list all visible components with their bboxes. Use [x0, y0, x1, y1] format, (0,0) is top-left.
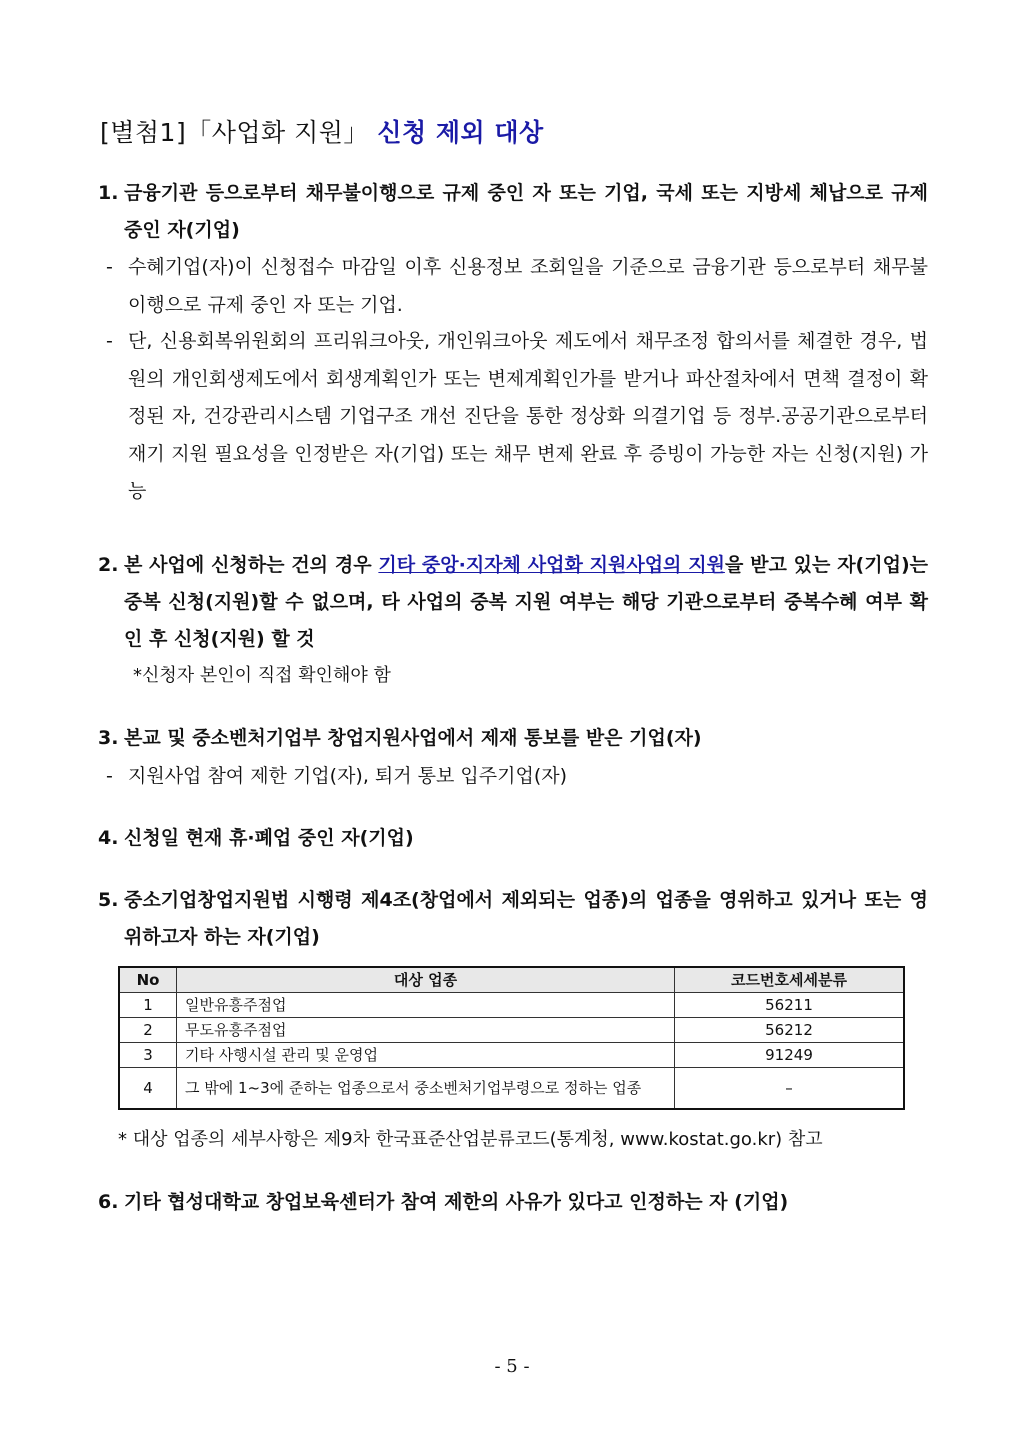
section-heading-text: 금융기관 등으로부터 채무불이행으로 규제 중인 자 또는 기업, 국세 또는 지방세 체납으로 규제 중인 자(기업)	[124, 182, 928, 241]
bullet-dash: -	[106, 330, 113, 352]
section-1-bullet-2	[106, 323, 928, 511]
section-3-heading	[98, 720, 928, 757]
cell-code: 91249	[675, 1043, 905, 1068]
cell-code: 56211	[675, 993, 905, 1018]
page-number: - 5 -	[494, 1356, 530, 1377]
cell-industry: 일반유흥주점업	[177, 993, 675, 1018]
cell-code: 56212	[675, 1018, 905, 1043]
cell-code: –	[675, 1068, 905, 1110]
section-heading-text: 중소기업창업지원법 시행령 제4조(창업에서 제외되는 업종)의 업종을 영위하고 있거나 또는 영위하고자 하는 자(기업)	[124, 889, 928, 948]
section-heading-text	[124, 547, 928, 658]
col-header-industry: 대상 업종	[177, 967, 675, 993]
table-header-row	[119, 967, 904, 993]
heading-after-link: 을 받고 있는 자(기업)는 중복 신청(지원)할 수 없으며, 타 사업의 중복 지원 여부는 해당 기관으로부터 중복수혜 여부 확인 후 신청(지원) 할 것	[124, 554, 928, 650]
table-row	[119, 1018, 904, 1043]
bullet-dash: -	[106, 765, 113, 787]
section-3-bullet-1	[106, 758, 928, 796]
bullet-text: 지원사업 참여 제한 기업(자), 퇴거 통보 입주기업(자)	[128, 765, 568, 787]
cell-no: 3	[119, 1043, 177, 1068]
section-1-bullet-1	[106, 249, 928, 324]
section-2-note: *신청자 본인이 직접 확인해야 함	[133, 665, 391, 686]
bullet-dash: -	[106, 256, 113, 278]
section-heading-text: 신청일 현재 휴·폐업 중인 자(기업)	[124, 827, 414, 849]
title-highlight: 신청 제외 대상	[377, 118, 544, 147]
col-header-no: No	[119, 967, 177, 993]
page-title	[100, 113, 544, 149]
cell-industry: 그 밖에 1~3에 준하는 업종으로서 중소벤처기업부령으로 정하는 업종	[177, 1068, 675, 1110]
cell-industry: 기타 사행시설 관리 및 운영업	[177, 1043, 675, 1068]
section-6-heading	[98, 1184, 928, 1221]
section-1-heading	[98, 175, 928, 249]
bullet-text: 단, 신용회복위원회의 프리워크아웃, 개인워크아웃 제도에서 채무조정 합의서를 체결한 경우, 법원의 개인회생제도에서 회생계획인가 또는 변제계획인가를 받거나 파산절차에서 면책 결정이 확정된 자, 건강관리시스템 기업구조 개선 진단을 통한 정상화 의결기업 등 정부.공공기관으로부터 재기 지원 필요성을 인정받은 자(기업) 또는 채무 변제 완료 후 증빙이 가능한 자는 신청(지원) 가능	[128, 330, 928, 502]
cell-no: 2	[119, 1018, 177, 1043]
section-heading-text: 본교 및 중소벤처기업부 창업지원사업에서 제재 통보를 받은 기업(자)	[124, 727, 702, 749]
section-number: 5.	[98, 889, 119, 911]
col-header-code: 코드번호세세분류	[675, 967, 905, 993]
title-prefix: [별첨1]「사업화 지원」	[100, 118, 369, 147]
cell-no: 4	[119, 1068, 177, 1110]
section-number: 6.	[98, 1191, 119, 1213]
heading-before-link: 본 사업에 신청하는 건의 경우	[124, 554, 379, 576]
section-number: 4.	[98, 827, 119, 849]
table-row	[119, 1068, 904, 1110]
section-number: 3.	[98, 727, 119, 749]
section-number: 2.	[98, 554, 119, 576]
cell-industry: 무도유흥주점업	[177, 1018, 675, 1043]
section-5-heading	[98, 882, 928, 956]
support-program-link[interactable]: 기타 중앙·지자체 사업화 지원사업의 지원	[378, 554, 725, 576]
section-number: 1.	[98, 182, 119, 204]
section-heading-text: 기타 협성대학교 창업보육센터가 참여 제한의 사유가 있다고 인정하는 자 (기업)	[124, 1191, 789, 1213]
excluded-industries-table	[118, 966, 905, 1110]
section-4-heading	[98, 820, 928, 857]
table-row	[119, 993, 904, 1018]
section-2-heading	[98, 547, 928, 658]
table-row	[119, 1043, 904, 1068]
bullet-text: 수혜기업(자)이 신청접수 마감일 이후 신용정보 조회일을 기준으로 금융기관 등으로부터 채무불이행으로 규제 중인 자 또는 기업.	[128, 256, 928, 316]
section-5-footnote: * 대상 업종의 세부사항은 제9차 한국표준산업분류코드(통계청, www.kostat.go.kr) 참고	[118, 1129, 823, 1150]
cell-no: 1	[119, 993, 177, 1018]
